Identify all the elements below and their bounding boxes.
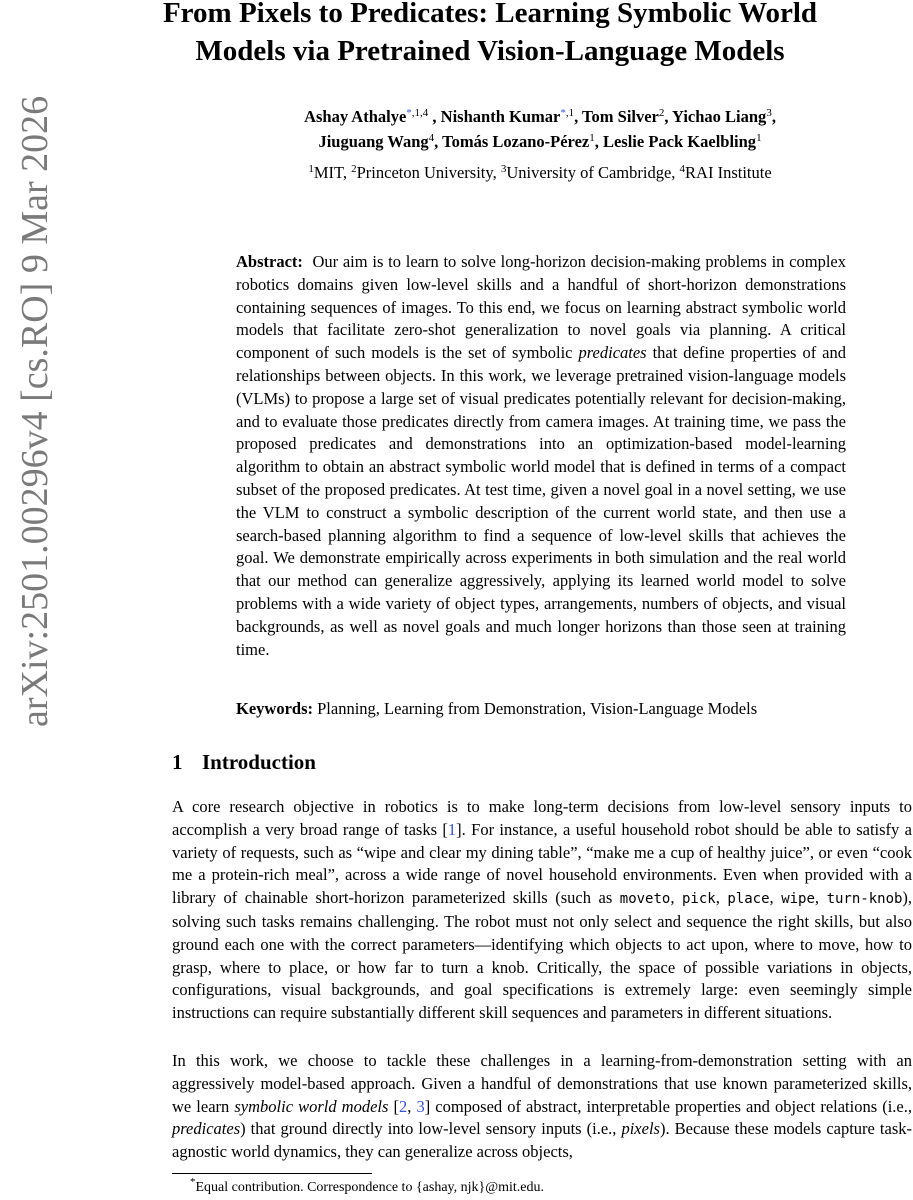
paragraph-text: [: [388, 1096, 399, 1116]
paragraph-text: A core research objective in robotics is to make long-term decisions from low-level sensory inputs to accomplish a very broad range of tasks [: [172, 797, 912, 839]
author-affiliation-mark: 3: [766, 107, 772, 119]
skill-name: moveto: [619, 891, 671, 908]
author-affiliation-mark: 1: [589, 132, 595, 144]
affiliation-list: $^1$MIT, $^2$Princeton University, $^3$University of Cambridge, $^4$RAI Institute: [308, 163, 772, 182]
section-heading-introduction: [172, 748, 672, 776]
skill-name: place: [727, 891, 770, 908]
author-affiliation-mark: 1: [756, 132, 762, 144]
author-name: Jiuguang Wang: [318, 132, 429, 151]
intro-paragraph-2: In this work, we choose to tackle these challenges in a learning-from-demonstration setting with an aggressively model-based approach. Given a handful of demonstrations that use known parameterized skills, we learn symbolic world models [2, 3] composed of abstract, interpretable properties and object relations (i.e., predicates) that ground directly into low-level sensory inputs (i.e., pixels). Because these models capture task-agnostic world dynamics, they can generalize across objects,: [172, 1051, 912, 1162]
affiliation-number: 4: [679, 163, 686, 175]
author-name: Ashay Athalye: [304, 107, 407, 126]
author-name: Tomás Lozano-Pérez: [442, 132, 590, 151]
keywords: [236, 698, 846, 720]
equal-contribution-mark[interactable]: *: [406, 107, 412, 119]
citation-link[interactable]: 2: [399, 1096, 408, 1116]
footnote-divider: [172, 1173, 372, 1174]
paragraph-text: ). Because these models capture task-agnostic world dynamics, they can generalize across objects,: [172, 1119, 912, 1162]
section-number: 1: [172, 750, 183, 774]
author-name: Yichao Liang: [672, 107, 767, 126]
paragraph-text: ) that ground directly into low-level sensory inputs (i.e.,: [240, 1119, 622, 1139]
author-list: Ashay Athalye$^{*,1,4}$ , Nishanth Kumar$^{*,1}$, Tom Silver$^2$, Yichao Liang$^3$, Jiuguang Wang$^4$, Tomás Lozano-Pérez$^1$, Leslie Pack Kaelbling$^1$: [304, 107, 776, 151]
author-affiliation-mark: ,1,4: [411, 107, 429, 119]
paper-title: From Pixels to Predicates: Learning Symbolic World Models via Pretrained Vision-Language Models: [162, 0, 818, 67]
abstract: [236, 251, 846, 661]
equal-contribution-mark[interactable]: *: [560, 107, 566, 119]
footnote-mark: *: [190, 1176, 196, 1188]
emphasis: predicates: [172, 1119, 241, 1139]
abstract-emphasis: predicates: [578, 343, 647, 363]
author-name: Leslie Pack Kaelbling: [602, 132, 757, 151]
emphasis: pixels: [621, 1119, 660, 1139]
skill-name: wipe: [781, 891, 815, 908]
citation-link[interactable]: 1: [447, 819, 457, 839]
emphasis: symbolic world models: [234, 1096, 389, 1116]
abstract-text: Our aim is to learn to solve long-horizon decision-making problems in complex robotics domains given low-level skills and a handful of short-horizon demonstrations containing sequences of images. To this end, we focus on learning abstract symbolic world models that facilitate zero-shot generalization to novel goals via planning. A critical component of such models is the set of symbolic: [236, 252, 846, 363]
citation-link[interactable]: 3: [416, 1096, 425, 1116]
footnote-text: Equal contribution. Correspondence to {ashay, njk}@mit.edu.: [195, 1180, 545, 1195]
abstract-label: Abstract:: [236, 252, 303, 271]
affiliation-name: Princeton University: [356, 163, 493, 182]
affiliation-number: 1: [308, 163, 314, 175]
affiliation-number: 3: [500, 163, 507, 175]
keywords-label: Keywords:: [236, 699, 313, 718]
paragraph-text: ] composed of abstract, interpretable properties and object relations (i.e.,: [424, 1096, 912, 1116]
author-affiliation-mark: ,1: [565, 107, 575, 119]
keywords-text: Planning, Learning from Demonstration, Vision-Language Models: [317, 699, 758, 718]
footnote: [190, 1178, 890, 1198]
arxiv-identifier-stamp: arXiv:2501.00296v4 [cs.RO] 9 Mar 2026: [14, 95, 56, 727]
author-affiliation-mark: 2: [658, 107, 665, 119]
author-name: Nishanth Kumar: [440, 107, 561, 126]
section-title: Introduction: [202, 750, 316, 774]
skill-name: pick: [682, 891, 716, 908]
intro-paragraph-1: A core research objective in robotics is to make long-term decisions from low-level sensory inputs to accomplish a very broad range of tasks [1]. For instance, a useful household robot should be able to satisfy a variety of requests, such as “wipe and clear my dining table”, “make me a cup of healthy juice”, or even “cook me a protein-rich meal”, across a wide range of novel household environments. Even when provided with a library of chainable short-horizon parameterized skills (such as moveto, pick, place, wipe, turn-knob), solving such tasks remains challenging. The robot must not only select and sequence the right skills, but also ground each one with the correct parameters—identifying which objects to act upon, where to move, how to grasp, where to place, or how far to turn a knob. Critically, the space of possible variations in objects, configurations, visual backgrounds, and goal specifications is extremely large: even seemingly simple instructions can require substantially different skill sequences and parameters in different situations.: [172, 797, 913, 1023]
paragraph-text: ), solving such tasks remains challenging. The robot must not only select and sequence the right skills, but also ground each one with the correct parameters—identifying which objects to act upon, where to move, how to grasp, where to place, or how far to turn a knob. Critically, the space of possible variations in objects, configurations, visual backgrounds, and goal specifications is extremely large: even seemingly simple instructions can require substantially different skill sequences and parameters in different situations.: [172, 888, 913, 1023]
paragraph-text: In this work, we choose to tackle these challenges in a learning-from-demonstration setting with an aggressively model-based approach. Given a handful of demonstrations that use known parameterized skills, we learn: [172, 1051, 912, 1116]
author-name: Tom Silver: [582, 107, 659, 126]
affiliation-name: University of Cambridge: [506, 163, 672, 182]
author-affiliation-mark: 4: [428, 132, 435, 144]
skill-name: turn-knob: [826, 891, 903, 908]
affiliation-name: MIT: [313, 163, 343, 182]
paragraph-text: ]. For instance, a useful household robot should be able to satisfy a variety of requests, such as “wipe and clear my dining table”, “make me a cup of healthy juice”, or even “cook me a protein-rich meal”, across a wide range of novel household environments. Even when provided with a library of chainable short-horizon parameterized skills (such as: [172, 819, 912, 908]
affiliation-number: 2: [351, 163, 357, 175]
affiliation-name: RAI Institute: [685, 163, 772, 182]
abstract-text: that define properties of and relationships between objects. In this work, we leverage pretrained vision-language models (VLMs) to propose a large set of visual predicates potentially relevant for decision-making, and to evaluate those predicates directly from camera images. At training time, we pass the proposed predicates and demonstrations into an optimization-based model-learning algorithm to obtain an abstract symbolic world model that is defined in terms of a compact subset of the proposed predicates. At test time, given a novel goal in a novel setting, we use the VLM to construct a symbolic description of the current world state, and then use a search-based planning algorithm to find a sequence of low-level skills that achieves the goal. We demonstrate empirically across experiments in both simulation and the real world that our method can generalize aggressively, applying its learned world model to solve problems with a wide variety of object types, arrangements, numbers of objects, and visual backgrounds, as well as novel goals and much longer horizons than those seen at training time.: [236, 343, 846, 659]
